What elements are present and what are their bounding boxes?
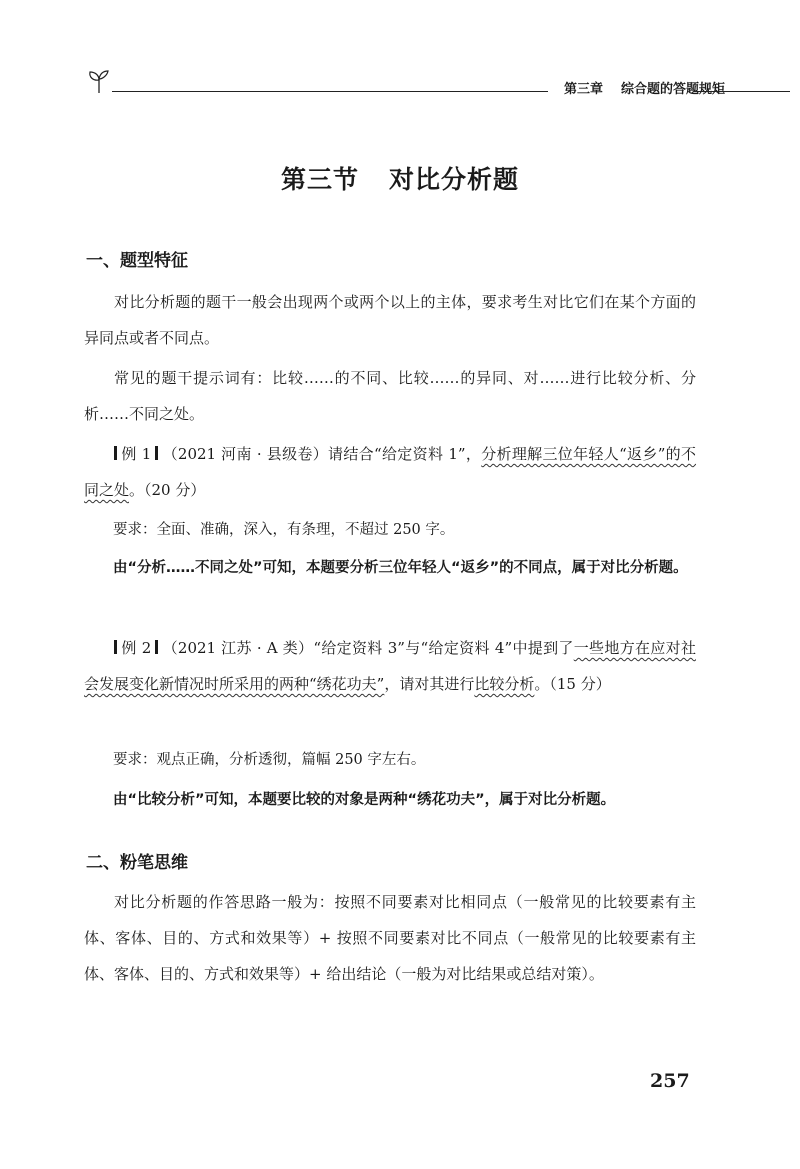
example-1-label: 例 1	[121, 445, 152, 463]
label-bar-icon	[155, 640, 158, 654]
section-number: 第三节	[280, 165, 359, 194]
paragraph-keywords: 常见的题干提示词有：比较……的不同、比较……的异同、对……进行比较分析、分析……不同之处。	[84, 369, 696, 423]
example-2-underlined: 一些地方在应对社会发展变化新情况时所采用的两种“绣花功夫”	[84, 639, 696, 693]
running-header	[70, 68, 790, 108]
chapter-title: 综合题的答题规矩	[621, 82, 726, 97]
paragraph-answer-approach: 对比分析题的作答思路一般为：按照不同要素对比相同点（一般常见的比较要素有主体、客体、目的、方式和效果等）+ 按照不同要素对比不同点（一般常见的比较要素有主体、客体、目的、方式和效果等）+ 给出结论（一般为对比结果或总结对策）。	[84, 893, 696, 983]
example-1-underlined: 分析理解三位年轻人“返乡”的不同之处	[84, 445, 697, 499]
label-bar-icon	[114, 446, 117, 460]
header-rule-left	[112, 91, 548, 92]
example-2-requirement: 要求：观点正确，分析透彻，篇幅 250 字左右。	[113, 752, 426, 768]
heading-question-features: 一、题型特征	[86, 251, 188, 271]
page-number: 257	[650, 1070, 690, 1092]
example-1	[84, 436, 696, 508]
heading-fenbi-thinking: 二、粉笔思维	[86, 853, 188, 873]
section-name: 对比分析题	[389, 165, 520, 194]
example-1-analysis: 由“分析……不同之处”可知，本题要分析三位年轻人“返乡”的不同点，属于对比分析题。	[113, 560, 688, 576]
example-2-analysis: 由“比较分析”可知，本题要比较的对象是两种“绣花功夫”，属于对比分析题。	[113, 792, 616, 808]
example-1-requirement: 要求：全面、准确，深入，有条理，不超过 250 字。	[113, 522, 455, 538]
chapter-number: 第三章	[564, 82, 604, 97]
sprout-icon	[88, 70, 110, 94]
label-bar-icon	[114, 640, 117, 654]
example-2-underlined-2: 比较分析	[474, 675, 535, 693]
header-rule-right	[694, 91, 790, 92]
example-2-middle: ，请对其进行	[384, 675, 475, 693]
example-2	[84, 630, 696, 702]
example-2-tail: 。（15 分）	[534, 675, 611, 693]
example-1-source: （2021 河南 · 县级卷）请结合“给定资料 1”，	[162, 445, 482, 463]
example-1-tail: 。（20 分）	[129, 481, 206, 499]
section-title	[0, 160, 800, 196]
chapter-label	[564, 78, 725, 97]
example-2-label: 例 2	[121, 639, 152, 657]
example-2-source: （2021 江苏 · A 类）“给定资料 3”与“给定资料 4”中提到了	[162, 639, 574, 657]
label-bar-icon	[155, 446, 158, 460]
paragraph-definition: 对比分析题的题干一般会出现两个或两个以上的主体，要求考生对比它们在某个方面的异同点或者不同点。	[84, 293, 696, 347]
